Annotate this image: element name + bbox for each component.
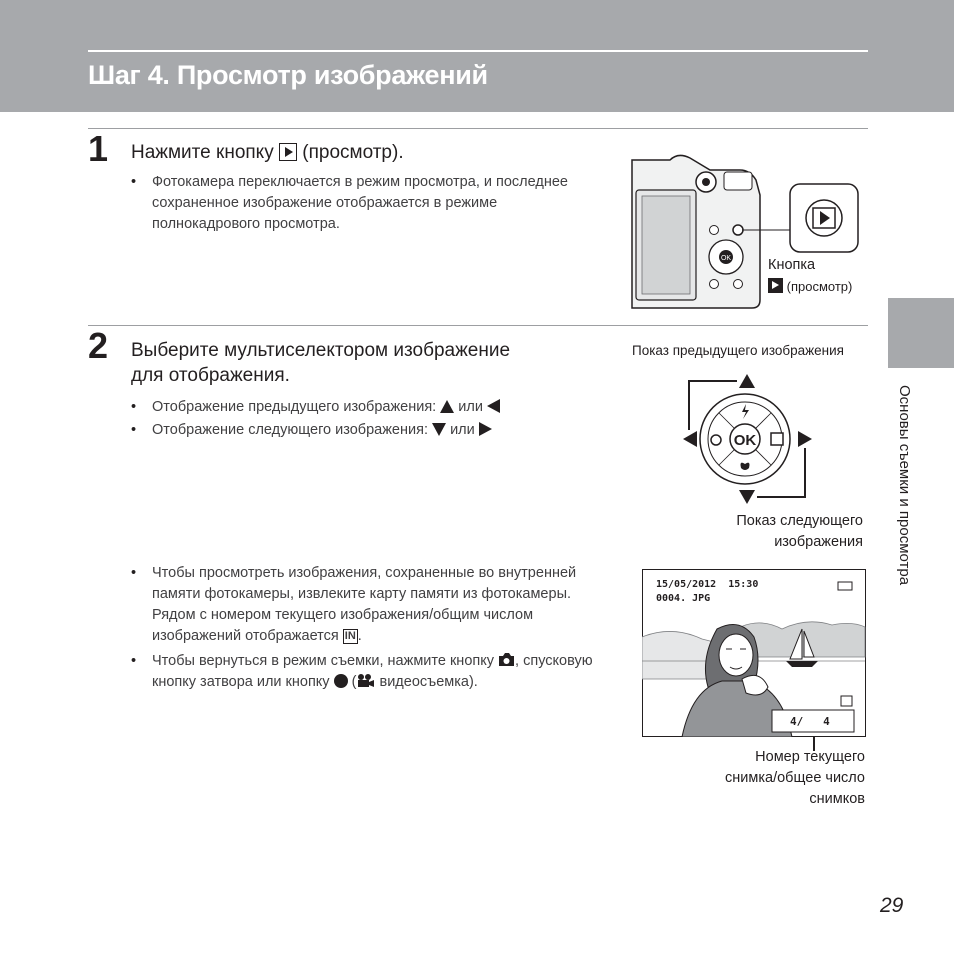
step1-title-start: Нажмите кнопку — [131, 142, 274, 163]
screen-counter: 4/ 4 — [790, 715, 830, 728]
step1-number: 1 — [88, 128, 109, 169]
step2-divider — [88, 325, 868, 326]
note2-text-1: Чтобы вернуться в режим съемки, нажмите кнопку — [152, 653, 494, 669]
bullet-next — [131, 420, 601, 441]
record-button-icon — [334, 674, 348, 688]
svg-text:OK: OK — [720, 255, 732, 262]
header-band — [0, 0, 954, 112]
step2-title-line2: для отображения. — [131, 365, 290, 386]
left-arrow-icon — [487, 399, 500, 413]
page-title: Шаг 4. Просмотр изображений — [88, 60, 488, 90]
note2-text-3: ( — [351, 674, 357, 690]
step2-title — [131, 338, 611, 388]
label-next-image — [680, 511, 863, 553]
play-small-icon — [768, 278, 783, 293]
step1-title-end: (просмотр). — [302, 142, 404, 163]
note2-text-2: , спусковую кнопку затвора или кнопку — [152, 653, 593, 690]
right-arrow-icon — [798, 431, 812, 447]
playback-screen — [642, 569, 866, 737]
callout-label-2 — [768, 276, 852, 297]
bullet-next-text: Отображение следующего изображения: — [152, 422, 428, 438]
up-arrow-icon — [440, 400, 454, 413]
screen-caption-line1: Номер текущего — [755, 749, 865, 765]
section-label — [896, 385, 926, 635]
screen-filename: 0004. JPG — [656, 593, 711, 604]
note-internal-memory — [131, 563, 611, 647]
label-next-line1: Показ следующего — [736, 513, 863, 529]
step1-title — [131, 140, 404, 165]
camera-icon — [498, 652, 515, 667]
right-arrow-icon — [479, 422, 492, 436]
step1-bullet: • Фотокамера переключается в режим просмотра, и последнее сохраненное изображение отображается в режиме полнокадрового просмотра. — [131, 172, 581, 235]
internal-memory-icon: IN — [344, 630, 356, 642]
or-word: или — [450, 422, 475, 438]
page-number: 29 — [880, 894, 904, 917]
note2-text-4: видеосъемка). — [379, 674, 478, 690]
play-icon — [279, 143, 297, 161]
screen-caption-line2: снимка/общее число — [725, 770, 865, 786]
step2-bullets — [131, 397, 601, 441]
up-arrow-icon — [739, 374, 755, 388]
callout-label: Кнопка — [768, 257, 816, 273]
screen-caption — [680, 747, 865, 810]
label-prev-image: Показ предыдущего изображения — [632, 343, 844, 358]
screen-caption-line3: снимков — [809, 791, 865, 807]
section-label-text: Основы съемки и просмотра — [896, 385, 913, 586]
note1-text: Чтобы просмотреть изображения, сохраненные во внутренней памяти фотокамеры, извлеките карту памяти из фотокамеры. Рядом с номером текущего изображения/общим числом изображений отображается — [152, 565, 577, 644]
step2-title-line1: Выберите мультиселектором изображение — [131, 340, 511, 361]
note-return-shooting — [131, 651, 611, 693]
ok-label: OK — [733, 432, 757, 449]
down-arrow-icon — [432, 423, 446, 436]
note1-end: . — [357, 628, 362, 644]
label-next-line2: изображения — [774, 534, 863, 550]
or-word: или — [458, 399, 483, 415]
play-button-callout — [768, 255, 852, 297]
step2-number: 2 — [88, 325, 109, 366]
screen-datetime: 15/05/2012 15:30 — [656, 579, 759, 590]
section-tab — [888, 298, 954, 368]
exposure-icon — [771, 433, 783, 445]
bullet-prev — [131, 397, 601, 418]
left-arrow-icon — [683, 431, 697, 447]
multi-selector-diagram — [675, 360, 825, 510]
callout-play-text: (просмотр) — [786, 279, 853, 294]
bullet-prev-text: Отображение предыдущего изображения: — [152, 399, 437, 415]
movie-camera-icon — [356, 673, 375, 688]
step1-bullets — [131, 172, 581, 235]
header-rule — [88, 50, 868, 52]
notes-bullets — [131, 563, 611, 693]
step1-divider — [88, 128, 868, 129]
down-arrow-icon — [739, 490, 755, 504]
